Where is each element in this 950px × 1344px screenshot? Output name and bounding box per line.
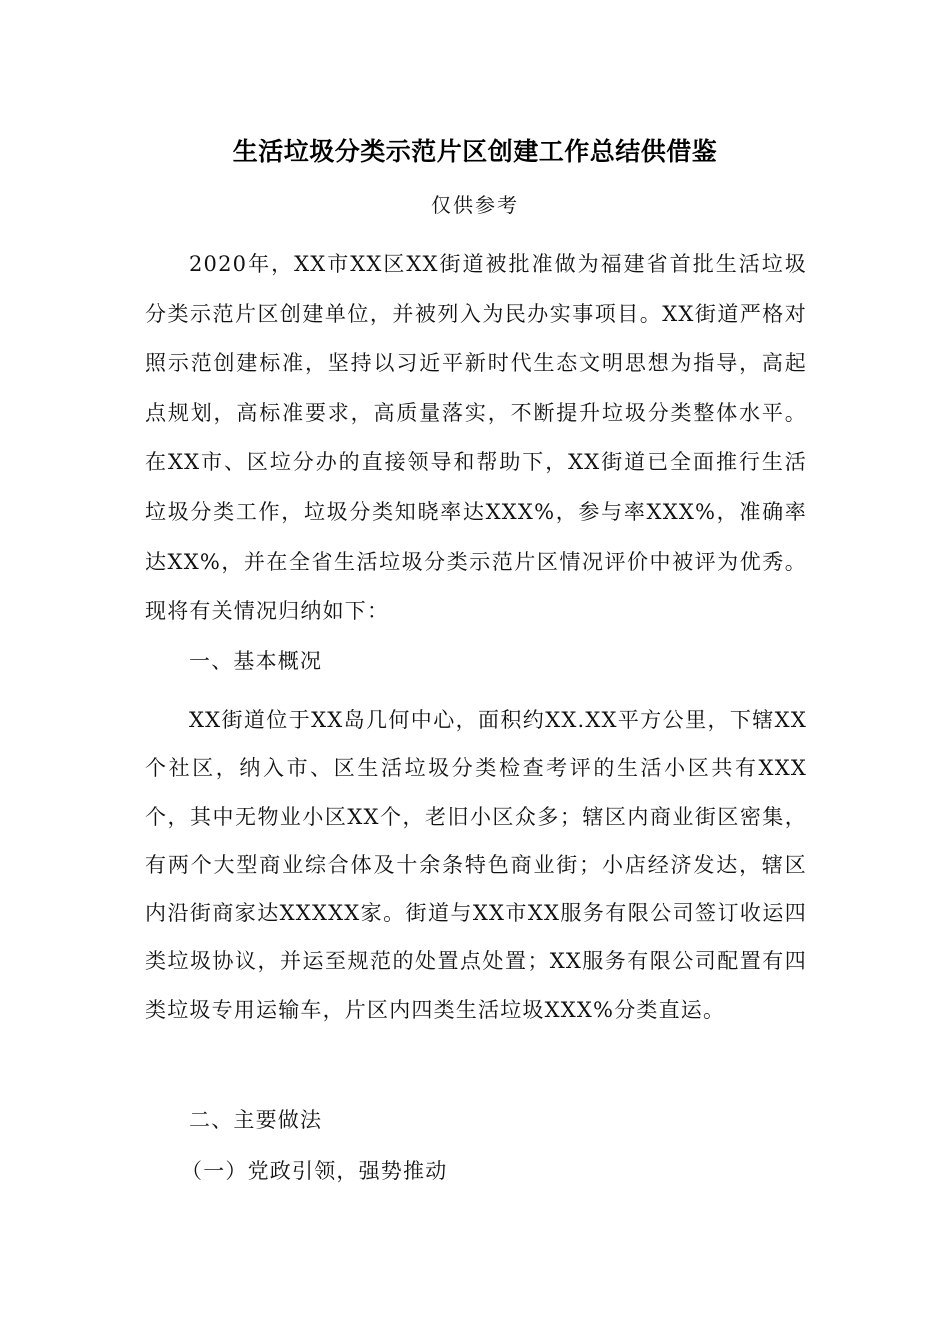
paragraph-intro: 2020年，XX市XX区XX街道被批准做为福建省首批生活垃圾分类示范片区创建单位，并被列入为民办实事项目。XX街道严格对照示范创建标准，坚持以习近平新时代生态文明思想为指导，高起点规划，高标准要求，高质量落实，不断提升垃圾分类整体水平。在XX市、区垃分办的直接领导和帮助下，XX街道已全面推行生活垃圾分类工作，垃圾分类知晓率达XXX%，参与率XXX%，准确率达XX%，并在全省生活垃圾分类示范片区情况评价中被评为优秀。现将有关情况归纳如下： (145, 252, 807, 624)
paragraph-basic-overview: XX街道位于XX岛几何中心，面积约XX.XX平方公里，下辖XX个社区，纳入市、区生活垃圾分类检查考评的生活小区共有XXX个，其中无物业小区XX个，老旧小区众多；辖区内商业街区密集，有两个大型商业综合体及十余条特色商业街；小店经济发达，辖区内沿街商家达XXXXX家。街道与XX市XX服务有限公司签订收运四类垃圾协议，并运至规范的处置点处置；XX服务有限公司配置有四类垃圾专用运输车，片区内四类生活垃圾XXX%分类直运。 (145, 708, 807, 1022)
document-title: 生活垃圾分类示范片区创建工作总结供借鉴 (232, 137, 718, 166)
section-heading-main-practices: 二、主要做法 (189, 1108, 323, 1132)
section-heading-basic-overview: 一、基本概况 (189, 649, 323, 673)
subsection-heading-party-leadership: （一）党政引领，强势推动 (181, 1159, 448, 1183)
document-subtitle: 仅供参考 (431, 193, 519, 217)
